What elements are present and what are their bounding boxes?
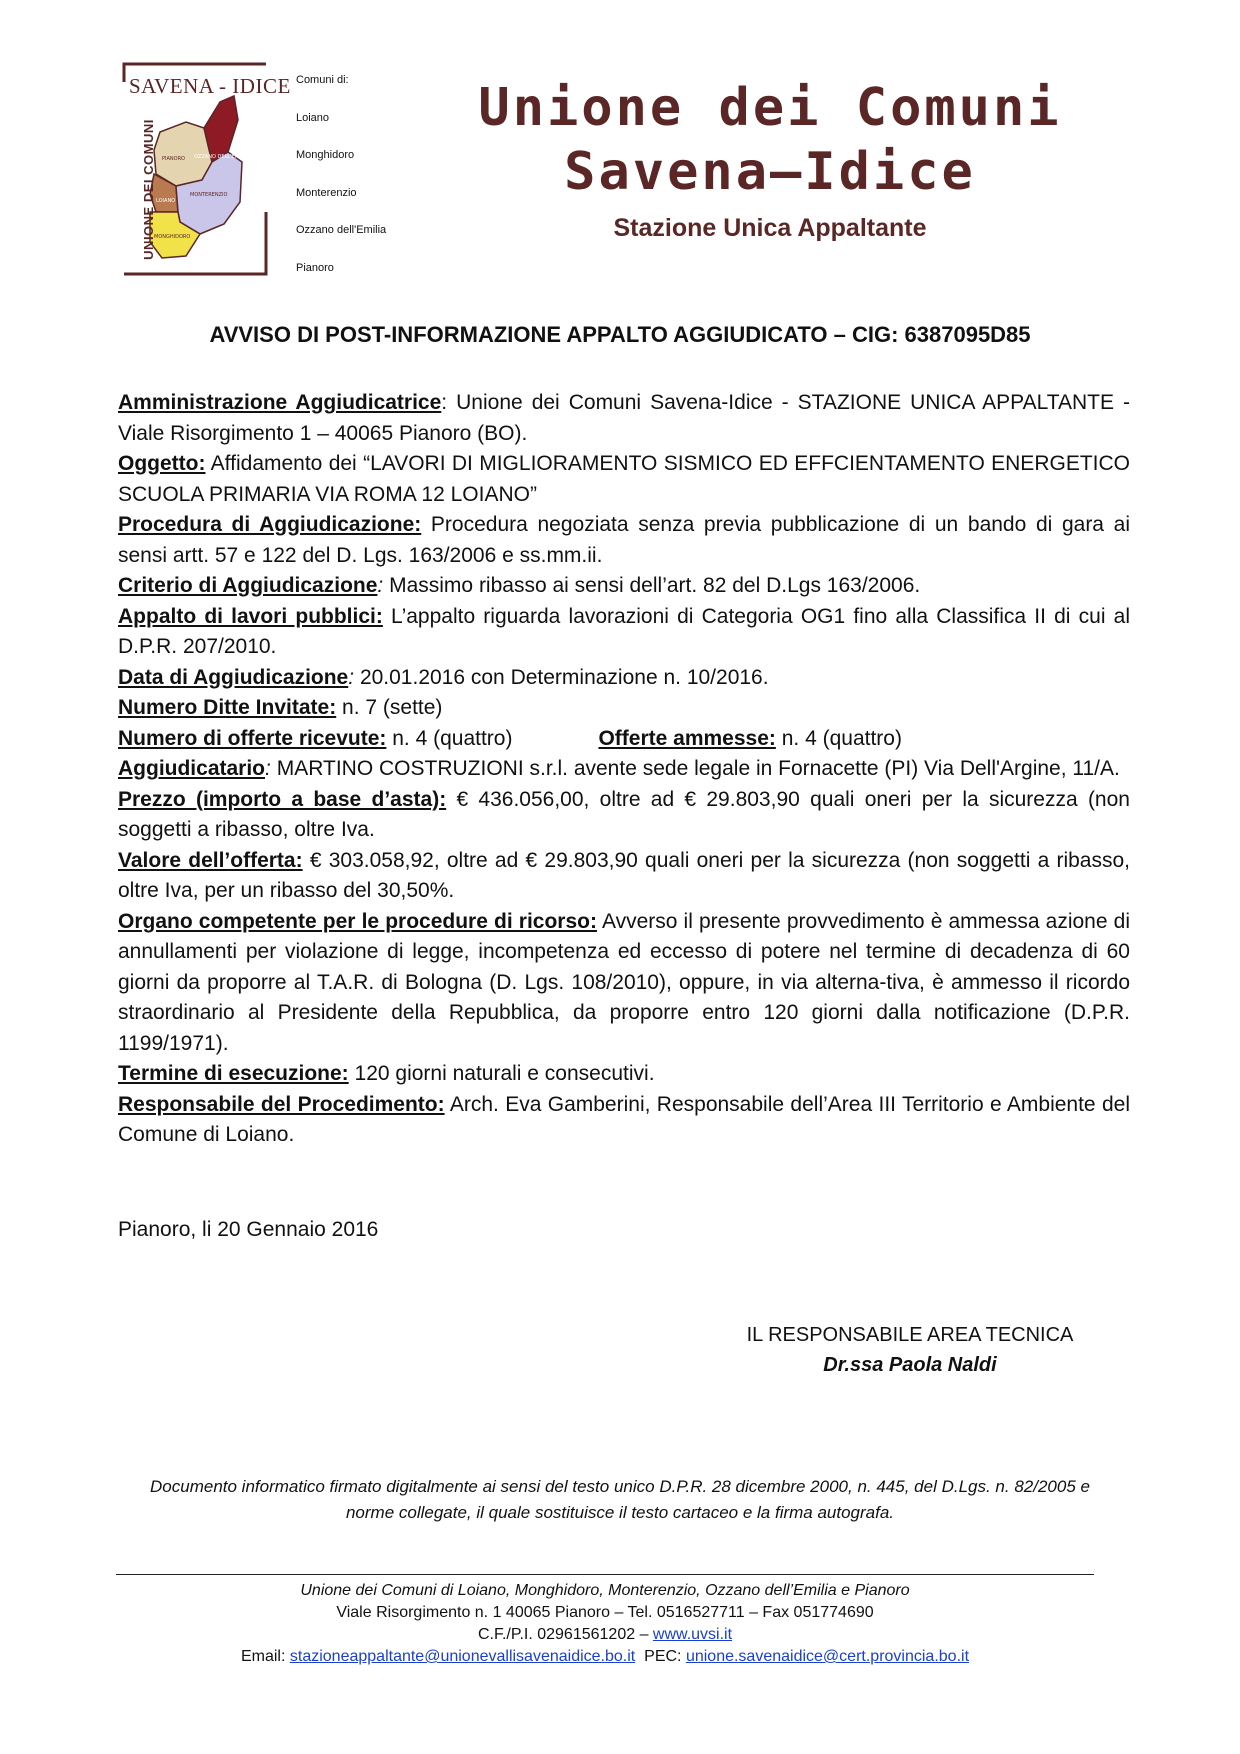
field-value: n. 7 (sette) bbox=[342, 696, 443, 719]
footer bbox=[116, 1580, 1094, 1668]
municipality-monterenzio: Monterenzio bbox=[296, 186, 357, 199]
place-date: Pianoro, li 20 Gennaio 2016 bbox=[118, 1218, 379, 1241]
field-appalto bbox=[118, 602, 1130, 663]
footer-tax-line bbox=[116, 1624, 1094, 1646]
municipality-loiano: Loiano bbox=[296, 111, 330, 124]
logo-vertical-text: UNIONE DEI COMUNI bbox=[140, 119, 156, 260]
field-label: Appalto di lavori pubblici: bbox=[118, 604, 383, 628]
municipalities-list bbox=[296, 74, 386, 299]
field-label: Procedura di Aggiudicazione: bbox=[118, 513, 422, 536]
field-value: n. 4 (quattro) bbox=[781, 726, 902, 750]
field-data: Data di Aggiudicazione: 20.01.2016 con Determinazione n. 10/2016. bbox=[118, 665, 769, 689]
field-label: Responsabile del Procedimento: bbox=[118, 1092, 445, 1116]
logo-title: SAVENA - IDICE bbox=[129, 74, 291, 98]
field-responsabile bbox=[118, 1090, 1130, 1151]
field-value: € 303.058,92, oltre ad € 29.803,90 quali oneri per la sicurezza (non soggetti a ribasso, oltre Iva, per un ribasso del 30,50%. bbox=[118, 848, 1130, 902]
notice-body bbox=[118, 388, 1130, 1151]
field-label: Oggetto: bbox=[118, 452, 206, 475]
field-valore bbox=[118, 846, 1130, 907]
notice-title: AVVISO DI POST-INFORMAZIONE APPALTO AGGIUDICATO – CIG: 6387095D85 bbox=[209, 322, 1031, 347]
field-termine bbox=[118, 1059, 1130, 1090]
footer-tax-id: C.F./P.I. 02961561202 – bbox=[477, 1626, 649, 1643]
signature-name: Dr.ssa Paola Naldi bbox=[823, 1354, 997, 1376]
field-value: Arch. Eva Gamberini, Responsabile dell’Area III Territorio e Ambiente del Comune di Loiano. bbox=[118, 1092, 1130, 1146]
email-link[interactable]: stazioneappaltante@unionevallisavenaidice.bo.it bbox=[289, 1648, 636, 1665]
map-ozzano bbox=[204, 96, 238, 162]
field-value: n. 4 (quattro) bbox=[392, 726, 513, 750]
municipalities-label: Comuni di: bbox=[296, 74, 349, 86]
field-value: Unione dei Comuni Savena-Idice - STAZIONE UNICA APPALTANTE - Viale Risorgimento 1 – 40065 Pianoro (BO). bbox=[118, 391, 1130, 445]
signature-role: IL RESPONSABILE AREA TECNICA bbox=[746, 1324, 1074, 1346]
field-organo bbox=[118, 907, 1130, 1060]
pec-link[interactable]: unione.savenaidice@cert.provincia.bo.it bbox=[685, 1648, 970, 1665]
map-label-monterenzio: MONTERENZIO bbox=[190, 192, 228, 198]
field-value: 120 giorni naturali e consecutivi. bbox=[354, 1062, 655, 1085]
website-link[interactable]: www.uvsi.it bbox=[652, 1626, 733, 1643]
pec-label: PEC: bbox=[644, 1648, 682, 1665]
organization-title bbox=[410, 76, 1130, 204]
field-procedura bbox=[118, 510, 1130, 571]
municipality-monghidoro: Monghidoro bbox=[296, 149, 355, 161]
field-label: Organo competente per le procedure di ricorso: bbox=[118, 909, 597, 933]
field-label: Amministrazione Aggiudicatrice bbox=[118, 391, 442, 414]
field-value: € 436.056,00, oltre ad € 29.803,90 quali oneri per la sicurezza (non soggetti a ribasso, oltre Iva. bbox=[118, 787, 1130, 841]
field-value: L’appalto riguarda lavorazioni di Categoria OG1 fino alla Classifica II di cui al D.P.R. 207/2010. bbox=[118, 604, 1130, 658]
municipality-pianoro: Pianoro bbox=[296, 261, 334, 274]
email-label: Email: bbox=[240, 1648, 286, 1665]
field-value: Affidamento dei “LAVORI DI MIGLIORAMENTO SISMICO ED EFFCIENTAMENTO ENERGETICO SCUOLA PRIMARIA VIA ROMA 12 LOIANO” bbox=[118, 452, 1130, 506]
field-oggetto bbox=[118, 449, 1130, 510]
field-label: Data di Aggiudicazione bbox=[118, 665, 349, 689]
footer-contact-line bbox=[116, 1646, 1094, 1668]
field-value: MARTINO COSTRUZIONI s.r.l. avente sede legale in Fornacette (PI) Via Dell'Argine, 11/A. bbox=[276, 757, 1120, 780]
field-label: Valore dell’offerta: bbox=[118, 848, 303, 872]
organization-subtitle: Stazione Unica Appaltante bbox=[613, 214, 927, 242]
footer-divider bbox=[116, 1574, 1094, 1575]
map-label-loiano: LOIANO bbox=[156, 198, 176, 204]
field-label: Termine di esecuzione: bbox=[118, 1062, 349, 1085]
map-label-ozzano: OZZANO DELL'EMILIA bbox=[194, 154, 249, 160]
field-value: Massimo ribasso ai sensi dell’art. 82 del D.Lgs 163/2006. bbox=[389, 574, 921, 597]
field-ditte bbox=[118, 693, 1130, 724]
field-label: Numero di offerte ricevute: bbox=[118, 726, 387, 750]
field-offerte bbox=[118, 724, 1130, 755]
field-amministrazione: Amministrazione Aggiudicatrice: Unione dei Comuni Savena-Idice - STAZIONE UNICA APPALTANTE - Viale Risorgimento 1 – 40065 Pianoro (BO). bbox=[118, 391, 1130, 445]
field-criterio: Criterio di Aggiudicazione: Massimo ribasso ai sensi dell’art. 82 del D.Lgs 163/2006. bbox=[118, 574, 921, 597]
field-label: Aggiudicatario bbox=[118, 757, 266, 780]
field-label: Prezzo (importo a base d’asta): bbox=[118, 787, 447, 811]
field-aggiudicatario: Aggiudicatario: MARTINO COSTRUZIONI s.r.l. avente sede legale in Fornacette (PI) Via Dell'Argine, 11/A. bbox=[118, 757, 1120, 780]
field-label: Numero Ditte Invitate: bbox=[118, 696, 337, 719]
field-label: Offerte ammesse: bbox=[598, 726, 776, 750]
organization-title-line1: Unione dei Comuni bbox=[478, 78, 1062, 138]
digital-signature-note: Documento informatico firmato digitalmente ai sensi del testo unico D.P.R. 28 dicembre 2000, n. 445, del D.Lgs. n. 82/2005 e norme collegate, il quale sostituisce il testo cartaceo e la firma autografa. bbox=[150, 1477, 1090, 1522]
field-value: 20.01.2016 con Determinazione n. 10/2016. bbox=[359, 665, 769, 689]
footer-address-line: Viale Risorgimento n. 1 40065 Pianoro – Tel. 0516527711 – Fax 051774690 bbox=[336, 1604, 874, 1621]
signature-block bbox=[700, 1320, 1120, 1380]
municipality-ozzano: Ozzano dell'Emilia bbox=[296, 224, 387, 236]
field-value: Procedura negoziata senza previa pubblicazione di un bando di gara ai sensi artt. 57 e 122 del D. Lgs. 163/2006 e ss.mm.ii. bbox=[118, 513, 1130, 567]
organization-title-line2: Savena–Idice bbox=[564, 142, 976, 202]
organization-logo bbox=[116, 62, 291, 282]
map-label-pianoro: PIANORO bbox=[162, 156, 185, 162]
map-label-monghidoro: MONGHIDORO bbox=[154, 234, 191, 240]
field-value: Avverso il presente provvedimento è ammessa azione di annullamenti per violazione di legge, incompetenza ed eccesso di potere nel termine di decadenza di 60 giorni da proporre al T.A.R. di Bologna (D. Lgs. 108/2010), oppure, in via alterna-tiva, è ammesso il ricordo straordinario al Presidente della Repubblica, da proporre entro 120 giorni dalla notificazione (D.P.R. 1199/1971). bbox=[118, 909, 1130, 1055]
field-prezzo bbox=[118, 785, 1130, 846]
field-label: Criterio di Aggiudicazione bbox=[118, 574, 378, 597]
footer-union-line: Unione dei Comuni di Loiano, Monghidoro, Monterenzio, Ozzano dell’Emilia e Pianoro bbox=[300, 1582, 910, 1599]
